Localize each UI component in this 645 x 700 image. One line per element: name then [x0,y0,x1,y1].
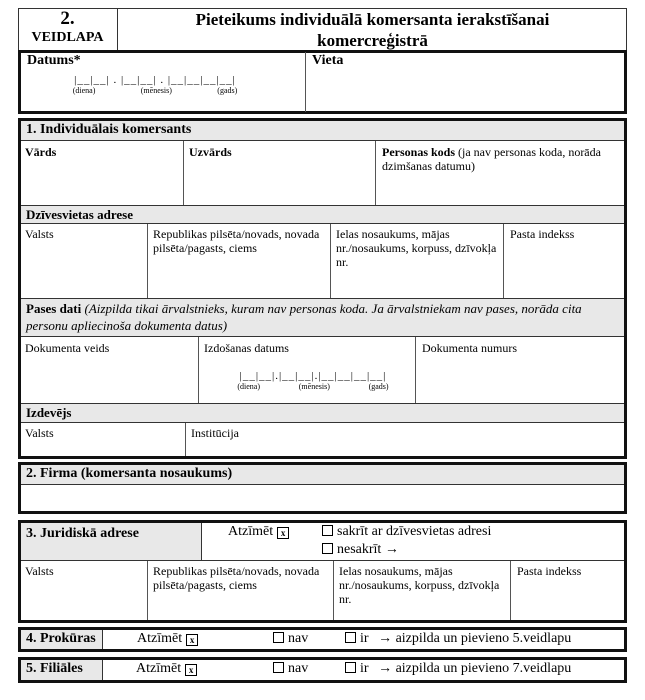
section-2-title: 2. Firma (komersanta nosaukums) [21,465,624,485]
checkbox-example-icon: x [277,527,289,539]
checkbox[interactable] [322,525,333,536]
personal-code-title: Personas kods [382,145,456,159]
residence-header: Dzīvesvietas adrese [21,205,624,224]
issue-date-label: Izdošanas datums [204,341,289,355]
date-field[interactable]: |__|__| . |__|__| . |__|__|__|__| (diena) (mēnesis) (gads) [72,74,238,95]
branches-no[interactable]: nav [273,661,308,677]
issuer-header: Izdevējs [21,403,624,423]
branches-mark: Atzīmēt x [136,661,197,677]
section-4-title: 4. Prokūras [21,630,103,649]
divider [510,561,511,620]
title-line-2: komercreģistrā [317,31,428,50]
legal-postal[interactable]: Pasta indekss [517,564,582,578]
section-1-title: 1. Individuālais komersants [21,121,624,141]
divider [147,224,148,298]
issue-date-field[interactable]: |__|__|.|__|__|.|__|__|__|__| (diena) (mēnesis) (gads) [237,370,389,391]
issuer-country[interactable]: Valsts [25,426,54,440]
passport-title: Pases dati [26,301,82,316]
personal-code-note: (ja nav personas koda, norāda dzimšanas datumu) [382,145,601,173]
residence-city[interactable]: Republikas pilsēta/novads, novada pilsēta/pagasts, ciems [153,227,320,255]
divider [330,224,331,298]
option-matches-residence[interactable]: sakrīt ar dzīvesvietas adresi [322,524,491,540]
checkbox[interactable] [322,543,333,554]
last-name-label[interactable]: Uzvārds [189,145,232,159]
date-label: Datums* [27,53,81,68]
divider [333,561,334,620]
divider [198,337,199,403]
form-title [118,9,627,51]
personal-code-label[interactable] [378,143,623,175]
section-3-title: 3. Juridiskā adrese [21,523,202,560]
legal-mark-label: Atzīmēt x [228,524,289,540]
procuration-mark: Atzīmēt x [137,631,198,647]
day-caption: (diena) [72,86,96,95]
form-label: VEIDLAPA [31,30,104,45]
issuer-institution[interactable]: Institūcija [191,426,239,440]
form-number-cell [18,8,118,51]
divider [185,423,186,456]
legal-street[interactable]: Ielas nosaukums, mājas nr./nosaukums, korpuss, dzīvokļa nr. [339,564,500,606]
divider [503,224,504,298]
section-5-title: 5. Filiāles [21,660,103,680]
divider [375,141,376,205]
divider [183,141,184,205]
legal-city[interactable]: Republikas pilsēta/novads, novada pilsēta/pagasts, ciems [153,564,320,592]
divider [305,52,306,112]
checkbox-example-icon: x [185,664,197,676]
day-caption: (diena) [237,382,261,391]
branches-yes[interactable]: ir → aizpilda un pievieno 7.veidlapu [345,661,571,677]
option-differs[interactable]: nesakrīt → [322,542,399,558]
divider [147,561,148,620]
month-caption: (mēnesis) [298,382,330,391]
checkbox-example-icon: x [186,634,198,646]
residence-country[interactable]: Valsts [25,227,54,241]
legal-country[interactable]: Valsts [25,564,54,578]
document-type[interactable]: Dokumenta veids [25,341,110,355]
month-caption: (mēnesis) [140,86,172,95]
place-label: Vieta [312,53,344,68]
form-number: 2. [60,8,75,29]
year-caption: (gads) [368,382,389,391]
divider [415,337,416,403]
first-name-label[interactable]: Vārds [25,145,57,159]
residence-postal[interactable]: Pasta indekss [510,227,575,241]
procuration-yes[interactable]: ir → aizpilda un pievieno 5.veidlapu [345,631,571,647]
title-line-1: Pieteikums individuālā komersanta ierakstīšanai [195,10,550,29]
divider [21,560,624,561]
passport-header [21,298,624,337]
procuration-no[interactable]: nav [273,631,308,647]
passport-note: (Aizpilda tikai ārvalstnieks, kuram nav personas koda. Ja ārvalstniekam nav pases, norāda cita personu apliecinoša dokumenta datus) [26,301,582,333]
residence-street[interactable]: Ielas nosaukums, mājas nr./nosaukums, korpuss, dzīvokļa nr. [336,227,497,269]
year-caption: (gads) [217,86,238,95]
document-number[interactable]: Dokumenta numurs [422,341,517,355]
